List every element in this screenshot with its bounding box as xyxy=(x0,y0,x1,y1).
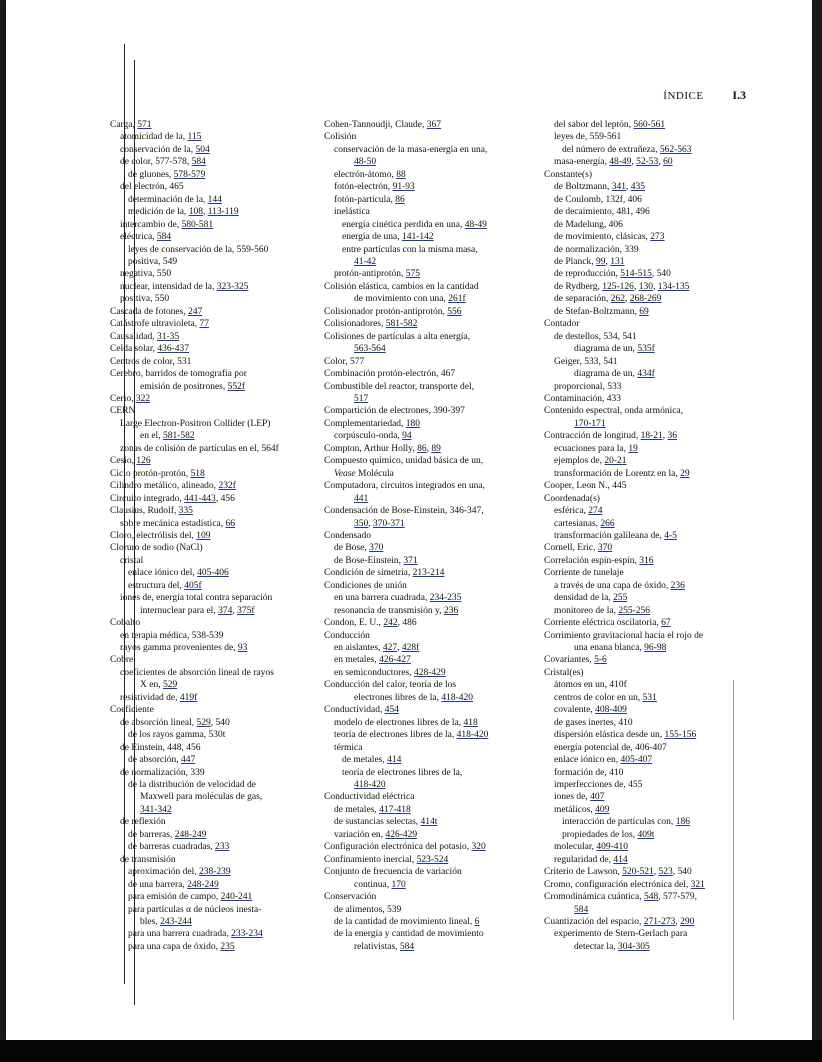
index-entry: Cristal(es) xyxy=(544,667,584,678)
index-entry: en una barrera cuadrada, 234-235 xyxy=(334,593,462,604)
index-entry: 563-564 xyxy=(354,344,386,355)
index-entry: Compton, Arthur Holly, 86, 89 xyxy=(324,443,441,454)
index-entry: iones de, 407 xyxy=(554,792,605,803)
index-entry: imperfecciones de, 455 xyxy=(554,780,643,791)
index-entry: de reflexión xyxy=(120,817,166,828)
viewer-bottom-bar xyxy=(0,1040,822,1062)
index-entry: Maxwell para moléculas de gas, xyxy=(140,792,263,803)
index-entry: Contaminación, 433 xyxy=(544,393,622,404)
index-entry: Cesio, 126 xyxy=(110,456,151,467)
index-entry: covalente, 408-409 xyxy=(554,705,627,716)
index-entry: Colisionadores, 581-582 xyxy=(324,319,418,330)
index-entry: corpúsculo-onda, 94 xyxy=(334,431,412,442)
index-entry: Centros de color, 531 xyxy=(110,356,192,367)
index-entry: Ciclo protón-protón, 518 xyxy=(110,468,205,479)
index-entry: Conducción xyxy=(324,630,370,641)
index-entry: Compuesto químico, unidad básica de un, xyxy=(324,456,484,467)
index-entry: conservación de la masa-energía en una, xyxy=(334,144,488,155)
index-entry: Conjunto de frecuencia de variación xyxy=(324,867,462,878)
index-entry: Cromo, configuración electrónica del, 321 xyxy=(544,879,705,890)
index-entry: determinación de la, 144 xyxy=(128,194,222,205)
index-entry: Cloruro de sodio (NaCl) xyxy=(110,543,203,554)
index-entry: 48-50 xyxy=(354,157,377,168)
index-entry: de Einstein, 448, 456 xyxy=(120,742,201,753)
index-entry: proporcional, 533 xyxy=(554,381,622,392)
index-entry: Colisión elástica, cambios en la cantidad xyxy=(324,281,479,292)
index-entry: formación de, 410 xyxy=(554,767,624,778)
index-entry: Cobalto xyxy=(110,618,141,629)
index-entry: protón-antiprotón, 575 xyxy=(334,269,421,280)
index-entry: Contracción de longitud, 18-21, 36 xyxy=(544,431,677,442)
index-entry: intercambio de, 580-581 xyxy=(120,219,214,230)
index-entry: leyes de, 559-561 xyxy=(554,132,622,143)
index-entry: cristal xyxy=(120,555,144,566)
index-entry: aproximación del, 238-239 xyxy=(128,867,231,878)
index-entry: Cooper, Leon N., 445 xyxy=(544,481,627,492)
index-entry: en aislantes, 427, 428f xyxy=(334,643,420,654)
index-entry: negativa, 550 xyxy=(120,269,172,280)
index-entry: de sustancias selectas, 414t xyxy=(334,817,438,828)
index-entry: de transmisión xyxy=(120,854,176,865)
index-entry: Corrimiento gravitacional hacia el rojo de xyxy=(544,630,704,641)
index-entry: para una capa de óxido, 235 xyxy=(128,941,235,952)
page-header xyxy=(663,88,746,103)
index-entry: Conservación xyxy=(324,892,377,903)
index-entry: de absorción, 447 xyxy=(128,755,196,766)
index-entry: 341-342 xyxy=(140,804,172,815)
index-entry: Conductividad, 454 xyxy=(324,705,399,716)
index-entry: Corriente eléctrica oscilatoria, 67 xyxy=(544,618,671,629)
index-entry: de Boltzmann, 341, 435 xyxy=(554,182,646,193)
index-entry: Clausius, Rudolf, 335 xyxy=(110,506,193,517)
index-entry: Cornell, Eric, 370 xyxy=(544,543,613,554)
index-entry: Cascada de fotones, 247 xyxy=(110,306,203,317)
index-entry: Contenido espectral, onda armónica, xyxy=(544,406,684,417)
index-entry: Criterio de Lawson, 520-521, 523, 540 xyxy=(544,867,692,878)
index-entry: fotón-partícula, 86 xyxy=(334,194,405,205)
index-entry: para partículas α de núcleos inesta- xyxy=(128,904,262,915)
index-entry: relativistas, 584 xyxy=(354,941,415,952)
index-entry: molecular, 409-410 xyxy=(554,842,629,853)
index-entry: 441 xyxy=(354,493,369,504)
index-entry: Condensado xyxy=(324,530,371,541)
index-entry: bles, 243-244 xyxy=(140,917,192,927)
index-entry: de absorción lineal, 529, 540 xyxy=(120,717,230,728)
index-entry: energía de una, 141-142 xyxy=(342,232,434,243)
index-entry: 350, 370-371 xyxy=(354,518,405,529)
index-entry: de normalización, 339 xyxy=(554,244,639,255)
index-entry: diagrama de un, 434f xyxy=(574,369,655,380)
index-entry: Covariantes, 5-6 xyxy=(544,655,607,666)
index-entry: leyes de conservación de la, 559-560 xyxy=(128,244,269,255)
index-entry: Compartición de electrones, 390-397 xyxy=(324,406,465,417)
index-entry: Condiciones de unión xyxy=(324,580,407,591)
document-page xyxy=(6,0,812,1040)
index-entry: coeficientes de absorción lineal de rayos xyxy=(120,667,274,678)
index-entry: internuclear para el, 374, 375f xyxy=(140,605,255,616)
index-entry: de gluones, 578-579 xyxy=(128,169,206,180)
index-entry: metálicos, 409 xyxy=(554,804,610,815)
index-entry: Cloro, electrólisis del, 109 xyxy=(110,530,211,541)
index-entry: Coordenada(s) xyxy=(544,493,600,504)
index-entry: de movimiento, clásicas, 273 xyxy=(554,232,665,243)
index-entry: Cerebro, barridos de tomografía por xyxy=(110,369,247,380)
index-entry: transformación de Lorentz en la, 29 xyxy=(554,468,690,479)
index-entry: de color, 577-578, 584 xyxy=(120,157,206,168)
index-entry: fotón-electrón, 91-93 xyxy=(334,182,415,193)
index-entry: enlace iónico en, 405-407 xyxy=(554,755,653,766)
index-entry: de Bose-Einstein, 371 xyxy=(334,555,418,566)
index-entry: continua, 170 xyxy=(354,879,406,890)
index-entry: Conducción del calor, teoría de los xyxy=(324,680,457,691)
index-entry: de decaimiento, 481, 496 xyxy=(554,207,650,218)
index-entry: en semiconductores, 428-429 xyxy=(334,667,446,678)
index-entry: 584 xyxy=(574,904,589,915)
index-entry: teoría de electrones libres de la, xyxy=(342,767,463,778)
index-entry: entre partículas con la misma masa, xyxy=(342,244,478,255)
index-entry: cartesianas, 266 xyxy=(554,518,615,529)
index-entry: a través de una capa de óxido, 236 xyxy=(554,580,685,591)
index-entry: de Stefan-Boltzmann, 69 xyxy=(554,306,649,317)
index-entry: Combinación protón-electrón, 467 xyxy=(324,369,456,380)
header-title: ÍNDICE xyxy=(663,90,704,102)
index-entry: Configuración electrónica del potasio, 320 xyxy=(324,842,486,853)
index-entry: variación en, 426-429 xyxy=(334,829,418,840)
index-entry: Cuantización del espacio, 271-273, 290 xyxy=(544,917,695,927)
index-entry: de Rydberg, 125-126, 130, 134-135 xyxy=(554,281,690,292)
index-entry: de normalización, 339 xyxy=(120,767,205,778)
index-entry: Corriente de tunelaje xyxy=(544,568,624,579)
index-entry: energía potencial de, 406-407 xyxy=(554,742,667,753)
index-entry: Condensación de Bose-Einstein, 346-347, xyxy=(324,506,484,517)
index-entry: electrón-átomo, 88 xyxy=(334,169,406,180)
index-entry: interacción de partículas con, 186 xyxy=(562,817,690,828)
index-entry: 418-420 xyxy=(354,780,386,791)
index-entry: de separación, 262, 268-269 xyxy=(554,294,662,305)
index-entry: de metales, 417-418 xyxy=(334,804,411,815)
index-entry: de barreras, 248-249 xyxy=(128,829,207,840)
index-entry: Celda solar, 436-437 xyxy=(110,344,190,355)
index-entry: de movimiento con una, 261f xyxy=(354,294,466,305)
index-entry: Condon, E. U., 242, 486 xyxy=(324,618,417,629)
index-entry: de los rayos gamma, 530t xyxy=(128,730,226,741)
index-entry: modelo de electrones libres de la, 418 xyxy=(334,717,478,728)
index-entry: X en, 529 xyxy=(140,680,178,691)
index-entry: de la distribución de velocidad de xyxy=(128,780,256,791)
page-number: I.3 xyxy=(732,88,746,102)
index-entry: Confinamiento inercial, 523-524 xyxy=(324,854,449,865)
index-entry: atomicidad de la, 115 xyxy=(120,132,202,143)
index-entry: resonancia de transmisión y, 236 xyxy=(334,605,459,616)
index-entry: del sabor del leptón, 560-561 xyxy=(554,120,666,130)
index-entry: zonas de colisión de partículas en el, 564f xyxy=(120,443,279,454)
index-entry: 41-42 xyxy=(354,256,377,267)
index-entry: emisión de positrones, 552f xyxy=(140,381,246,392)
index-entry: 170-171 xyxy=(574,418,606,429)
index-entry: de destellos, 534, 541 xyxy=(554,331,637,342)
index-entry: Correlación espín-espín, 316 xyxy=(544,555,654,566)
index-entry: de metales, 414 xyxy=(342,755,402,766)
index-entry: Carga, 571 xyxy=(110,120,152,130)
index-entry: enlace iónico del, 405-406 xyxy=(128,568,229,579)
index-entry: positiva, 550 xyxy=(120,294,170,305)
index-entry: Color, 577 xyxy=(324,356,365,367)
index-entry: ejemplos de, 20-21 xyxy=(554,456,627,467)
index-entry: teoría de electrones libres de la, 418-420 xyxy=(334,730,489,741)
index-entry: Combustible del reactor, transporte del, xyxy=(324,381,474,392)
index-entry: transformación galileana de, 4-5 xyxy=(554,530,677,541)
index-entry: Circuito integrado, 441-443, 456 xyxy=(110,493,235,504)
index-entry: Constante(s) xyxy=(544,169,593,180)
index-entry: masa-energía, 48-49, 52-53, 60 xyxy=(554,157,673,168)
index-entry: Colisiones de partículas a alta energía, xyxy=(324,331,470,342)
index-entry: de Bose, 370 xyxy=(334,543,384,554)
index-entry: en terapia médica, 538-539 xyxy=(120,630,224,641)
index-entry: resistividad de, 419f xyxy=(120,692,198,703)
index-entry: Computadora, circuitos integrados en una, xyxy=(324,481,485,492)
index-entry: nuclear, intensidad de la, 323-325 xyxy=(120,281,249,292)
index-entry: de una barrera, 248-249 xyxy=(128,879,219,890)
index-entry: para emisión de campo, 240-241 xyxy=(128,892,253,903)
index-entry: de Madelung, 406 xyxy=(554,219,623,230)
index-entry: detectar la, 304-305 xyxy=(574,941,650,952)
index-entry: rayos gamma provenientes de, 93 xyxy=(120,643,248,654)
index-column-3 xyxy=(544,119,744,953)
index-entry: de la energía y cantidad de movimiento xyxy=(334,929,484,940)
index-entry: Cerio, 322 xyxy=(110,393,151,404)
index-entry: en el, 581-582 xyxy=(140,431,195,442)
index-entry: Complementariedad, 180 xyxy=(324,418,421,429)
index-entry: energía cinética perdida en una, 48-49 xyxy=(342,219,487,230)
index-entry: medición de la, 108, 113-119 xyxy=(128,207,239,218)
index-entry: eléctrica, 584 xyxy=(120,232,172,243)
index-entry: del número de extrañeza, 562-563 xyxy=(562,144,692,155)
index-entry: Vease Molécula xyxy=(334,468,394,479)
index-entry: de gases inertes, 410 xyxy=(554,717,633,728)
index-entry: de la cantidad de movimiento lineal, 6 xyxy=(334,917,480,927)
index-entry: conservación de la, 504 xyxy=(120,144,210,155)
index-entry: Causalidad, 31-35 xyxy=(110,331,180,342)
index-entry: átomos en un, 410f xyxy=(554,680,627,691)
index-entry: Geiger, 533, 541 xyxy=(554,356,618,367)
index-entry: Cobre xyxy=(110,655,134,666)
index-entry: electrones libres de la, 418-420 xyxy=(354,692,473,703)
index-entry: inelástica xyxy=(334,207,370,218)
index-column-1 xyxy=(110,119,315,953)
index-column-2 xyxy=(324,119,536,953)
index-entry: una enana blanca, 96-98 xyxy=(574,643,667,654)
index-entry: en metales, 426-427 xyxy=(334,655,411,666)
index-entry: de reproducción, 514-515, 540 xyxy=(554,269,671,280)
index-entry: monitoreo de la, 255-256 xyxy=(554,605,651,616)
index-entry: positiva, 549 xyxy=(128,256,178,267)
index-entry: de barreras cuadradas, 233 xyxy=(128,842,230,853)
index-entry: estructura del, 405f xyxy=(128,580,202,591)
index-entry: Cohen-Tannoudji, Claude, 367 xyxy=(324,120,442,130)
index-entry: 517 xyxy=(354,393,369,404)
index-entry: Coeficiente xyxy=(110,705,154,716)
index-entry: Colisión xyxy=(324,132,357,143)
index-entry: Colisionador protón-antiprotón, 556 xyxy=(324,306,462,317)
index-entry: ecuaciones para la, 19 xyxy=(554,443,638,454)
index-entry: experimento de Stern-Gerlach para xyxy=(554,929,688,940)
index-entry: de Coulomb, 132f, 406 xyxy=(554,194,642,205)
index-entry: de alimentos, 539 xyxy=(334,904,402,915)
index-entry: Conductividad eléctrica xyxy=(324,792,415,803)
index-entry: iones de, energía total contra separación xyxy=(120,593,273,604)
index-entry: sobre mecánica estadística, 66 xyxy=(120,518,236,529)
index-entry: Catástrofe ultravioleta, 77 xyxy=(110,319,209,330)
index-entry: Condición de simetría, 213-214 xyxy=(324,568,445,579)
index-entry: Cilindro metálico, alineado, 232f xyxy=(110,481,236,492)
index-entry: centros de color en un, 531 xyxy=(554,692,657,703)
index-entry: para una barrera cuadrada, 233-234 xyxy=(128,929,263,940)
index-entry: propiedades de los, 409t xyxy=(562,829,655,840)
index-entry: térmica xyxy=(334,742,363,753)
index-entry: Contador xyxy=(544,319,580,330)
index-entry: CERN xyxy=(110,406,136,417)
index-entry: del electrón, 465 xyxy=(120,182,184,193)
index-entry: esférica, 274 xyxy=(554,506,603,517)
index-entry: densidad de la, 255 xyxy=(554,593,628,604)
index-entry: Cromodinámica cuántica, 548, 577-579, xyxy=(544,892,698,903)
index-entry: dispersión elástica desde un, 155-156 xyxy=(554,730,697,741)
index-entry: regularidad de, 414 xyxy=(554,854,628,865)
index-entry: de Planck, 99, 131 xyxy=(554,256,625,267)
index-entry: diagrama de un, 535f xyxy=(574,344,655,355)
index-entry: Large Electron-Positron Collider (LEP) xyxy=(120,418,271,429)
